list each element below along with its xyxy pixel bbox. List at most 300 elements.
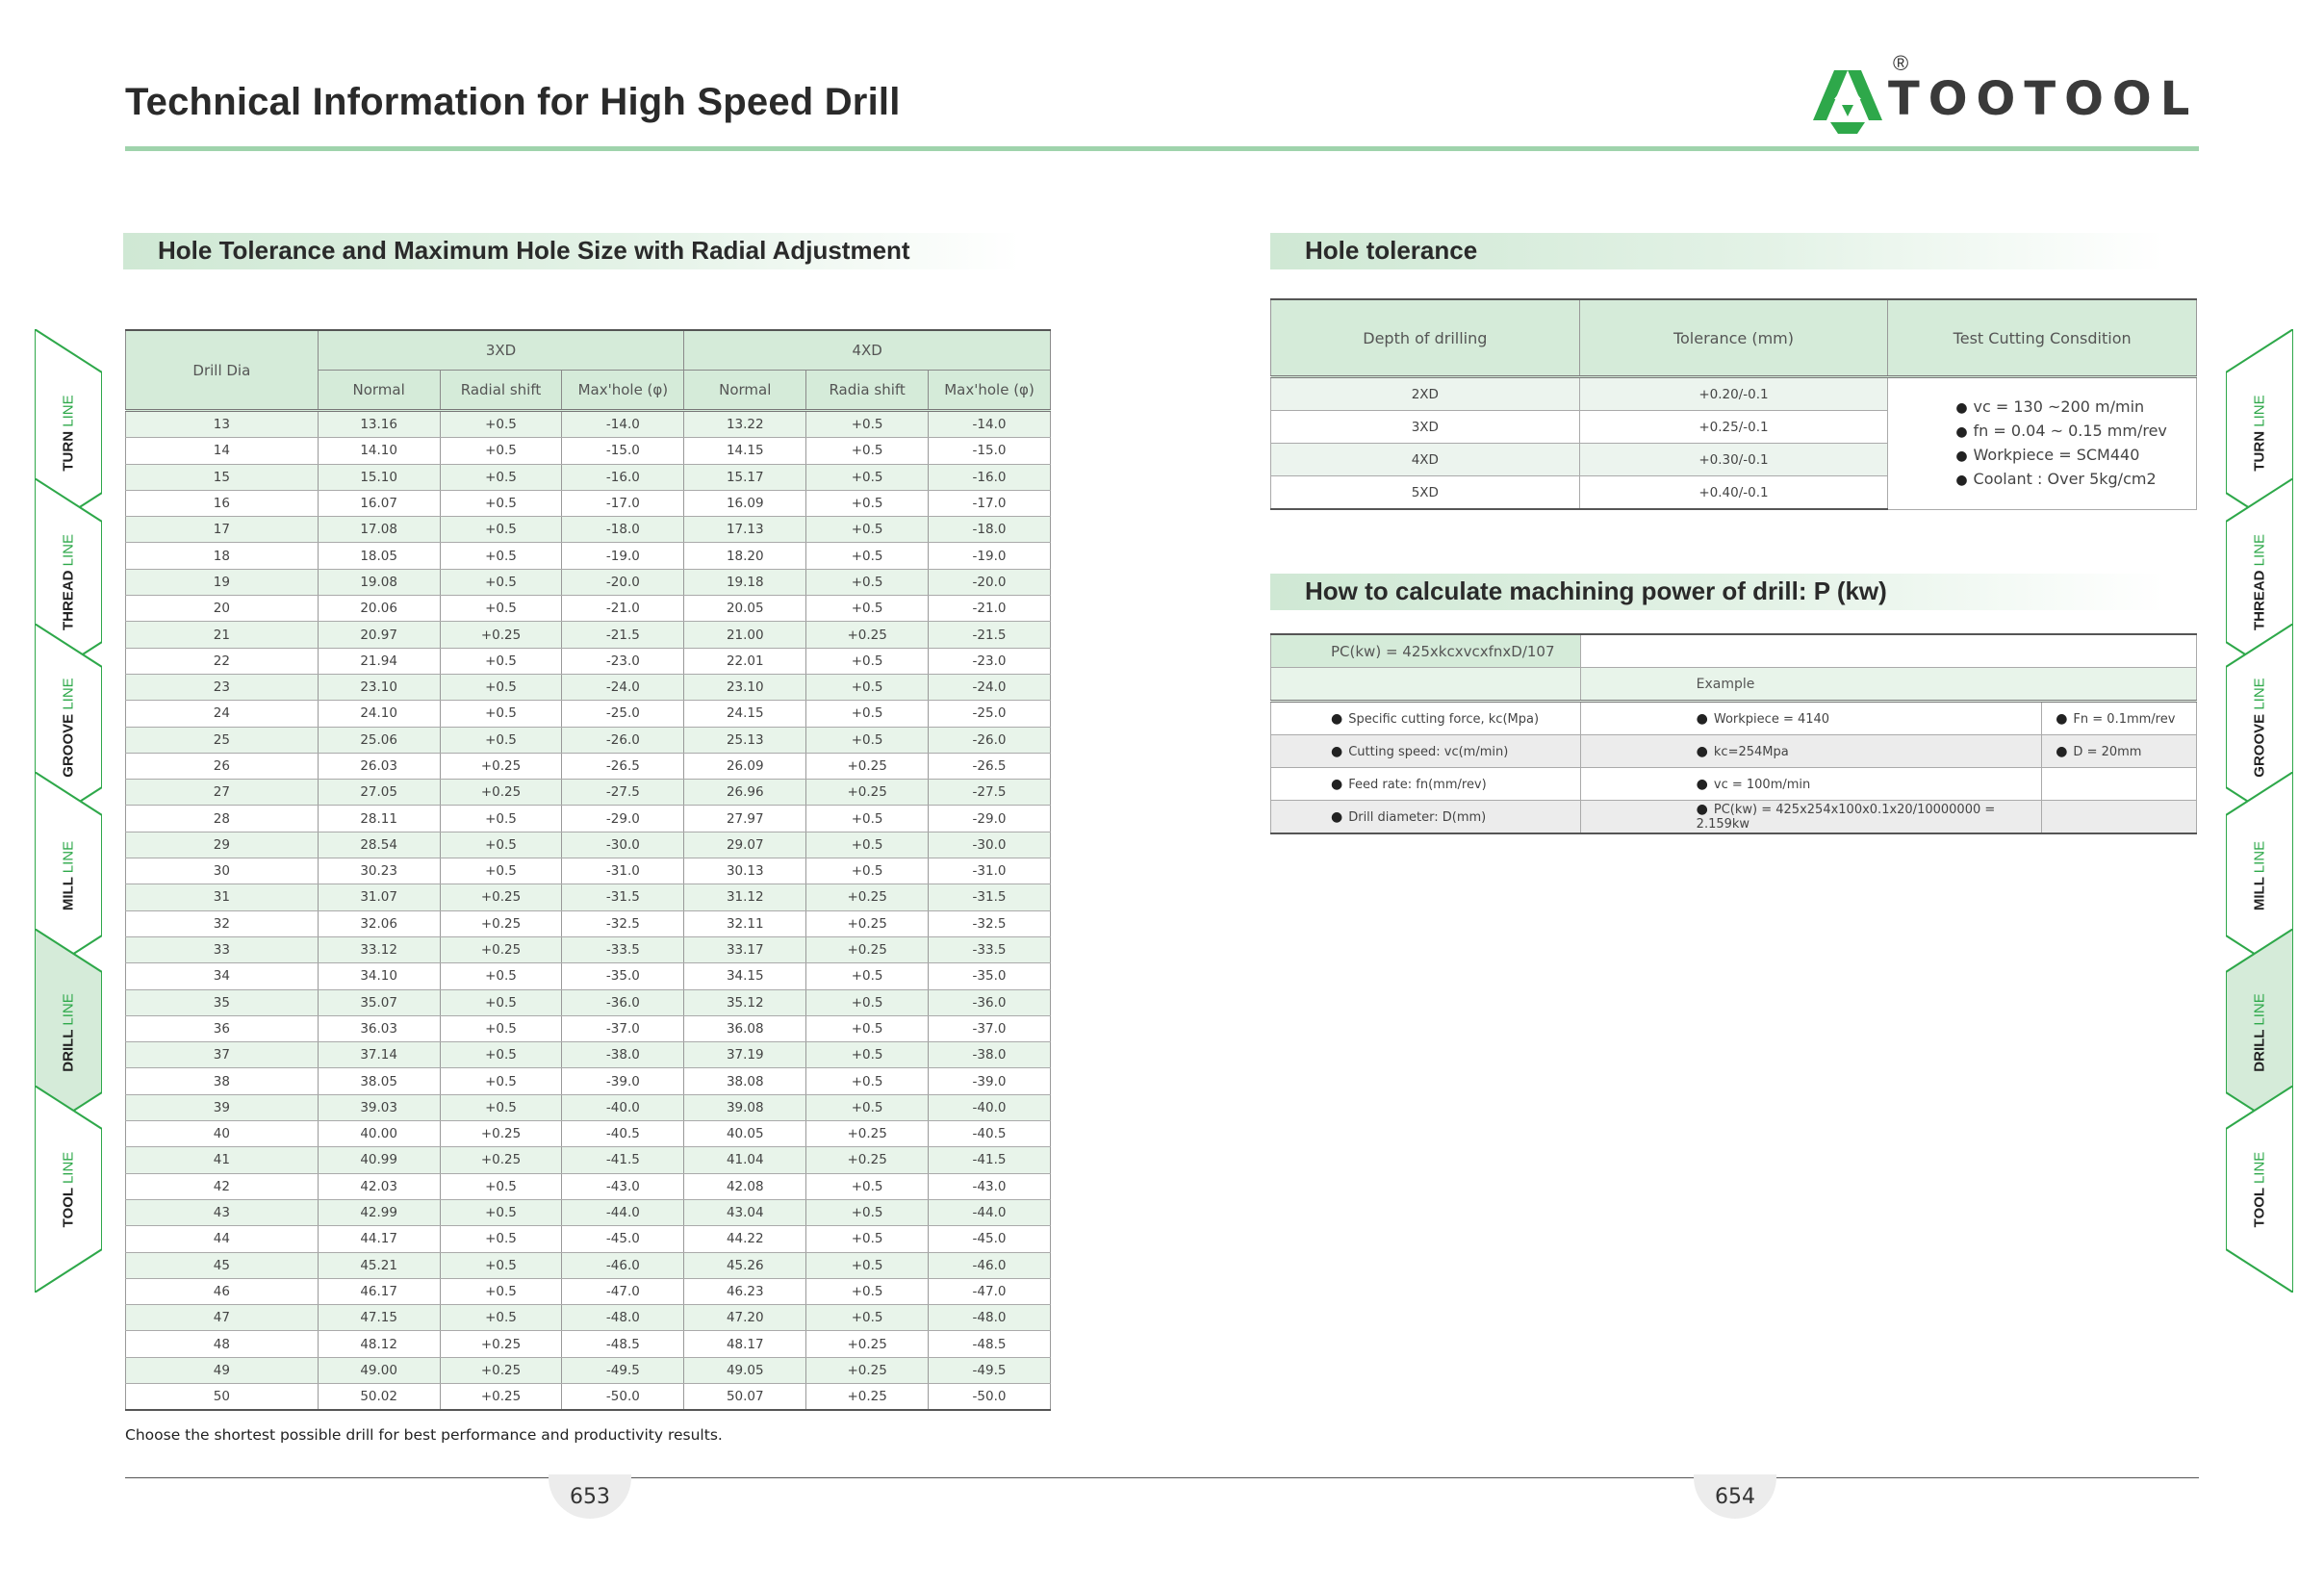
max-hole-3xd-cell: -33.5 (562, 936, 684, 962)
tootool-logo (1809, 53, 2204, 135)
power-cell (2042, 702, 2197, 735)
max-hole-3xd-cell: -46.0 (562, 1252, 684, 1278)
radial-shift-3xd-cell: +0.5 (440, 464, 562, 490)
bullet-icon: ● (2056, 743, 2068, 759)
header-max-hole-4xd: Max'hole (φ) (929, 371, 1051, 411)
tolerance-cell: +0.20/-0.1 (1579, 377, 1888, 411)
max-hole-3xd-cell: -14.0 (562, 411, 684, 438)
radial-shift-4xd-cell: +0.5 (806, 858, 929, 884)
radial-shift-3xd-cell: +0.25 (440, 1147, 562, 1173)
max-hole-4xd-cell: -32.5 (929, 910, 1051, 936)
normal-4xd-cell: 26.09 (684, 753, 806, 779)
radial-shift-3xd-cell: +0.5 (440, 1278, 562, 1304)
table-row (126, 989, 1051, 1015)
normal-3xd-cell: 28.11 (318, 806, 440, 832)
normal-3xd-cell: 47.15 (318, 1305, 440, 1331)
max-hole-3xd-cell: -38.0 (562, 1042, 684, 1068)
power-text: D = 20mm (2073, 744, 2142, 759)
radial-shift-3xd-cell: +0.25 (440, 622, 562, 648)
power-cell (1580, 702, 2042, 735)
radial-shift-4xd-cell: +0.5 (806, 1042, 929, 1068)
normal-3xd-cell: 24.10 (318, 701, 440, 727)
radial-shift-3xd-cell: +0.5 (440, 1226, 562, 1252)
header-depth: Depth of drilling (1271, 299, 1580, 377)
max-hole-3xd-cell: -50.0 (562, 1383, 684, 1410)
radial-shift-3xd-cell: +0.5 (440, 1199, 562, 1225)
table-row (126, 1173, 1051, 1199)
normal-4xd-cell: 15.17 (684, 464, 806, 490)
radial-shift-4xd-cell: +0.5 (806, 438, 929, 464)
normal-4xd-cell: 47.20 (684, 1305, 806, 1331)
header-divider (125, 146, 2199, 151)
radial-shift-3xd-cell: +0.5 (440, 1068, 562, 1094)
radial-shift-3xd-cell: +0.5 (440, 674, 562, 700)
max-hole-4xd-cell: -19.0 (929, 543, 1051, 569)
section-title: Hole Tolerance and Maximum Hole Size with Radial Adjustment (158, 236, 910, 265)
radial-shift-3xd-cell: +0.5 (440, 1015, 562, 1041)
normal-3xd-cell: 46.17 (318, 1278, 440, 1304)
tolerance-cell: +0.40/-0.1 (1579, 476, 1888, 510)
max-hole-4xd-cell: -48.5 (929, 1331, 1051, 1357)
radial-shift-4xd-cell: +0.5 (806, 989, 929, 1015)
normal-3xd-cell: 35.07 (318, 989, 440, 1015)
max-hole-3xd-cell: -47.0 (562, 1278, 684, 1304)
power-text: Cutting speed: vc(m/min) (1348, 744, 1509, 759)
test-condition-list (1888, 377, 2197, 510)
header-max-hole-3xd: Max'hole (φ) (562, 371, 684, 411)
bullet-icon: ● (1696, 802, 1708, 817)
max-hole-3xd-cell: -23.0 (562, 648, 684, 674)
power-cell (1271, 735, 1581, 768)
drill-dia-cell: 36 (126, 1015, 319, 1041)
tab-label: MILL LINE (2251, 840, 2268, 910)
table-row (126, 438, 1051, 464)
normal-4xd-cell: 31.12 (684, 884, 806, 910)
drill-dia-cell: 29 (126, 832, 319, 858)
table-row (126, 1199, 1051, 1225)
table-row (126, 1331, 1051, 1357)
radial-shift-4xd-cell: +0.25 (806, 780, 929, 806)
normal-3xd-cell: 26.03 (318, 753, 440, 779)
table-row (126, 569, 1051, 595)
max-hole-3xd-cell: -35.0 (562, 963, 684, 989)
normal-4xd-cell: 33.17 (684, 936, 806, 962)
max-hole-3xd-cell: -32.5 (562, 910, 684, 936)
radial-shift-3xd-cell: +0.25 (440, 936, 562, 962)
section-header-hole-tolerance-radial (123, 233, 1020, 269)
radial-shift-4xd-cell: +0.5 (806, 674, 929, 700)
normal-4xd-cell: 16.09 (684, 490, 806, 516)
drill-dia-cell: 42 (126, 1173, 319, 1199)
normal-3xd-cell: 25.06 (318, 727, 440, 753)
max-hole-4xd-cell: -50.0 (929, 1383, 1051, 1410)
table-row (126, 1147, 1051, 1173)
radial-shift-4xd-cell: +0.25 (806, 753, 929, 779)
normal-3xd-cell: 44.17 (318, 1226, 440, 1252)
max-hole-3xd-cell: -40.5 (562, 1121, 684, 1147)
max-hole-3xd-cell: -30.0 (562, 832, 684, 858)
table-row (126, 517, 1051, 543)
radial-shift-3xd-cell: +0.5 (440, 1252, 562, 1278)
max-hole-4xd-cell: -41.5 (929, 1147, 1051, 1173)
radial-shift-4xd-cell: +0.5 (806, 517, 929, 543)
normal-4xd-cell: 19.18 (684, 569, 806, 595)
depth-cell: 5XD (1271, 476, 1580, 510)
normal-3xd-cell: 20.06 (318, 596, 440, 622)
radial-shift-4xd-cell: +0.5 (806, 1252, 929, 1278)
normal-3xd-cell: 19.08 (318, 569, 440, 595)
table-row (126, 884, 1051, 910)
drill-dia-cell: 21 (126, 622, 319, 648)
radial-shift-3xd-cell: +0.25 (440, 1121, 562, 1147)
radial-shift-4xd-cell: +0.5 (806, 1094, 929, 1120)
bullet-icon: ● (1696, 743, 1708, 759)
normal-3xd-cell: 40.00 (318, 1121, 440, 1147)
drill-dia-cell: 14 (126, 438, 319, 464)
radial-shift-3xd-cell: +0.5 (440, 727, 562, 753)
max-hole-3xd-cell: -26.0 (562, 727, 684, 753)
max-hole-4xd-cell: -27.5 (929, 780, 1051, 806)
max-hole-4xd-cell: -31.0 (929, 858, 1051, 884)
radial-shift-4xd-cell: +0.25 (806, 910, 929, 936)
blank-cell (1271, 668, 1581, 702)
power-text: Specific cutting force, kc(Mpa) (1348, 711, 1540, 727)
normal-3xd-cell: 48.12 (318, 1331, 440, 1357)
normal-4xd-cell: 37.19 (684, 1042, 806, 1068)
max-hole-3xd-cell: -48.0 (562, 1305, 684, 1331)
radial-shift-4xd-cell: +0.25 (806, 1357, 929, 1383)
max-hole-4xd-cell: -14.0 (929, 411, 1051, 438)
table-row (126, 1357, 1051, 1383)
radial-shift-3xd-cell: +0.25 (440, 884, 562, 910)
header-radial-shift-3xd: Radial shift (440, 371, 562, 411)
max-hole-4xd-cell: -40.5 (929, 1121, 1051, 1147)
tab-label: TURN LINE (60, 394, 77, 472)
drill-dia-cell: 44 (126, 1226, 319, 1252)
side-left-tab-tool[interactable] (35, 1086, 102, 1293)
max-hole-3xd-cell: -25.0 (562, 701, 684, 727)
normal-3xd-cell: 21.94 (318, 648, 440, 674)
max-hole-4xd-cell: -23.0 (929, 648, 1051, 674)
table-row (126, 963, 1051, 989)
formula-cell: PC(kw) = 425xkcxvcxfnxD/107 (1271, 634, 1581, 668)
power-cell (1271, 801, 1581, 834)
radial-shift-4xd-cell: +0.5 (806, 806, 929, 832)
normal-4xd-cell: 30.13 (684, 858, 806, 884)
normal-4xd-cell: 38.08 (684, 1068, 806, 1094)
radial-shift-4xd-cell: +0.5 (806, 832, 929, 858)
logo-wordmark: TOOTOOL (1888, 72, 2199, 126)
max-hole-3xd-cell: -48.5 (562, 1331, 684, 1357)
normal-3xd-cell: 50.02 (318, 1383, 440, 1410)
radial-shift-4xd-cell: +0.25 (806, 1147, 929, 1173)
page-title: Technical Information for High Speed Drill (125, 81, 901, 123)
radial-shift-4xd-cell: +0.5 (806, 543, 929, 569)
footnote: Choose the shortest possible drill for best performance and productivity results. (125, 1426, 723, 1444)
bullet-icon: ● (1331, 776, 1343, 792)
depth-cell: 3XD (1271, 411, 1580, 444)
drill-dia-cell: 43 (126, 1199, 319, 1225)
radial-shift-3xd-cell: +0.25 (440, 1331, 562, 1357)
table-row (126, 648, 1051, 674)
drill-dia-cell: 24 (126, 701, 319, 727)
normal-4xd-cell: 23.10 (684, 674, 806, 700)
normal-4xd-cell: 29.07 (684, 832, 806, 858)
table-row (126, 490, 1051, 516)
normal-4xd-cell: 21.00 (684, 622, 806, 648)
bullet-icon: ● (1696, 776, 1708, 792)
radial-shift-3xd-cell: +0.25 (440, 1383, 562, 1410)
normal-4xd-cell: 35.12 (684, 989, 806, 1015)
normal-3xd-cell: 18.05 (318, 543, 440, 569)
radial-shift-3xd-cell: +0.5 (440, 1094, 562, 1120)
power-text: Fn = 0.1mm/rev (2073, 711, 2176, 727)
normal-3xd-cell: 40.99 (318, 1147, 440, 1173)
radial-shift-3xd-cell: +0.5 (440, 858, 562, 884)
table-row (126, 780, 1051, 806)
max-hole-3xd-cell: -44.0 (562, 1199, 684, 1225)
max-hole-3xd-cell: -29.0 (562, 806, 684, 832)
max-hole-4xd-cell: -16.0 (929, 464, 1051, 490)
drill-dia-cell: 30 (126, 858, 319, 884)
radial-shift-3xd-cell: +0.5 (440, 1305, 562, 1331)
max-hole-3xd-cell: -41.5 (562, 1147, 684, 1173)
max-hole-3xd-cell: -40.0 (562, 1094, 684, 1120)
drill-dia-cell: 40 (126, 1121, 319, 1147)
max-hole-4xd-cell: -38.0 (929, 1042, 1051, 1068)
max-hole-3xd-cell: -17.0 (562, 490, 684, 516)
normal-4xd-cell: 42.08 (684, 1173, 806, 1199)
drill-dia-cell: 18 (126, 543, 319, 569)
table-row (126, 1226, 1051, 1252)
normal-4xd-cell: 25.13 (684, 727, 806, 753)
tab-label: TOOL LINE (60, 1151, 77, 1227)
tolerance-cell: +0.30/-0.1 (1579, 444, 1888, 476)
normal-4xd-cell: 40.05 (684, 1121, 806, 1147)
max-hole-4xd-cell: -40.0 (929, 1094, 1051, 1120)
side-right-tab-tool[interactable] (2226, 1086, 2293, 1293)
power-text: vc = 100m/min (1713, 777, 1811, 792)
radial-shift-4xd-cell: +0.25 (806, 936, 929, 962)
max-hole-4xd-cell: -26.0 (929, 727, 1051, 753)
max-hole-4xd-cell: -49.5 (929, 1357, 1051, 1383)
normal-3xd-cell: 28.54 (318, 832, 440, 858)
drill-dia-cell: 20 (126, 596, 319, 622)
section-header-machining-power (1270, 574, 2165, 610)
normal-3xd-cell: 16.07 (318, 490, 440, 516)
radial-shift-4xd-cell: +0.5 (806, 1015, 929, 1041)
radial-shift-3xd-cell: +0.5 (440, 648, 562, 674)
normal-3xd-cell: 33.12 (318, 936, 440, 962)
radial-shift-3xd-cell: +0.5 (440, 806, 562, 832)
radial-shift-3xd-cell: +0.5 (440, 438, 562, 464)
hole-size-table (125, 329, 1051, 1411)
max-hole-4xd-cell: -37.0 (929, 1015, 1051, 1041)
normal-3xd-cell: 37.14 (318, 1042, 440, 1068)
radial-shift-3xd-cell: +0.25 (440, 1357, 562, 1383)
header-normal-3xd: Normal (318, 371, 440, 411)
header-tolerance: Tolerance (mm) (1579, 299, 1888, 377)
max-hole-3xd-cell: -37.0 (562, 1015, 684, 1041)
normal-4xd-cell: 27.97 (684, 806, 806, 832)
power-text: kc=254Mpa (1713, 744, 1789, 759)
drill-dia-cell: 48 (126, 1331, 319, 1357)
max-hole-3xd-cell: -43.0 (562, 1173, 684, 1199)
example-header: Example (1580, 668, 2196, 702)
power-cell (1271, 768, 1581, 801)
normal-3xd-cell: 34.10 (318, 963, 440, 989)
radial-shift-4xd-cell: +0.25 (806, 1383, 929, 1410)
drill-dia-cell: 13 (126, 411, 319, 438)
radial-shift-3xd-cell: +0.5 (440, 543, 562, 569)
max-hole-4xd-cell: -18.0 (929, 517, 1051, 543)
radial-shift-4xd-cell: +0.5 (806, 1199, 929, 1225)
max-hole-3xd-cell: -21.5 (562, 622, 684, 648)
table-row (126, 1121, 1051, 1147)
drill-dia-cell: 22 (126, 648, 319, 674)
normal-4xd-cell: 36.08 (684, 1015, 806, 1041)
table-row (126, 1068, 1051, 1094)
max-hole-4xd-cell: -21.0 (929, 596, 1051, 622)
table-row (126, 1383, 1051, 1410)
normal-3xd-cell: 27.05 (318, 780, 440, 806)
radial-shift-4xd-cell: +0.25 (806, 1121, 929, 1147)
drill-dia-cell: 38 (126, 1068, 319, 1094)
power-text: PC(kw) = 425x254x100x0.1x20/10000000 = 2.159kw (1696, 803, 1996, 832)
max-hole-4xd-cell: -47.0 (929, 1278, 1051, 1304)
normal-3xd-cell: 14.10 (318, 438, 440, 464)
max-hole-3xd-cell: -31.0 (562, 858, 684, 884)
normal-3xd-cell: 17.08 (318, 517, 440, 543)
max-hole-4xd-cell: -15.0 (929, 438, 1051, 464)
footer-divider (125, 1477, 2199, 1478)
condition-item: ● Coolant : Over 5kg/cm2 (1955, 469, 2157, 488)
normal-4xd-cell: 50.07 (684, 1383, 806, 1410)
table-row (126, 411, 1051, 438)
drill-dia-cell: 19 (126, 569, 319, 595)
header-test-condition: Test Cutting Consdition (1888, 299, 2197, 377)
radial-shift-4xd-cell: +0.5 (806, 1278, 929, 1304)
table-row (126, 1042, 1051, 1068)
max-hole-4xd-cell: -26.5 (929, 753, 1051, 779)
drill-dia-cell: 31 (126, 884, 319, 910)
normal-3xd-cell: 38.05 (318, 1068, 440, 1094)
drill-dia-cell: 32 (126, 910, 319, 936)
tab-label: DRILL LINE (2251, 992, 2268, 1072)
condition-item: ● vc = 130 ~200 m/min (1955, 397, 2145, 416)
drill-dia-cell: 15 (126, 464, 319, 490)
table-row (126, 464, 1051, 490)
power-text: Workpiece = 4140 (1713, 711, 1830, 727)
normal-4xd-cell: 32.11 (684, 910, 806, 936)
bullet-icon: ● (1331, 710, 1343, 727)
normal-4xd-cell: 18.20 (684, 543, 806, 569)
condition-item: ● fn = 0.04 ~ 0.15 mm/rev (1955, 421, 2167, 440)
tab-label: THREAD LINE (2251, 533, 2268, 630)
max-hole-3xd-cell: -45.0 (562, 1226, 684, 1252)
table-row (126, 596, 1051, 622)
bullet-icon: ● (1331, 743, 1343, 759)
max-hole-4xd-cell: -24.0 (929, 674, 1051, 700)
radial-shift-4xd-cell: +0.5 (806, 464, 929, 490)
radial-shift-4xd-cell: +0.5 (806, 490, 929, 516)
normal-4xd-cell: 39.08 (684, 1094, 806, 1120)
drill-dia-cell: 34 (126, 963, 319, 989)
max-hole-3xd-cell: -24.0 (562, 674, 684, 700)
table-row (126, 1094, 1051, 1120)
radial-shift-4xd-cell: +0.5 (806, 701, 929, 727)
normal-4xd-cell: 13.22 (684, 411, 806, 438)
normal-4xd-cell: 34.15 (684, 963, 806, 989)
blank-cell (1580, 634, 2196, 668)
table-row (126, 753, 1051, 779)
radial-shift-4xd-cell: +0.5 (806, 569, 929, 595)
radial-shift-4xd-cell: +0.5 (806, 1173, 929, 1199)
normal-3xd-cell: 30.23 (318, 858, 440, 884)
drill-dia-cell: 27 (126, 780, 319, 806)
max-hole-4xd-cell: -35.0 (929, 963, 1051, 989)
normal-3xd-cell: 42.99 (318, 1199, 440, 1225)
max-hole-3xd-cell: -36.0 (562, 989, 684, 1015)
drill-dia-cell: 41 (126, 1147, 319, 1173)
radial-shift-4xd-cell: +0.25 (806, 1331, 929, 1357)
radial-shift-3xd-cell: +0.5 (440, 832, 562, 858)
drill-dia-cell: 37 (126, 1042, 319, 1068)
power-row (1271, 702, 2197, 735)
normal-4xd-cell: 45.26 (684, 1252, 806, 1278)
power-cell (1580, 801, 2042, 834)
max-hole-4xd-cell: -43.0 (929, 1173, 1051, 1199)
drill-dia-cell: 45 (126, 1252, 319, 1278)
drill-dia-cell: 25 (126, 727, 319, 753)
header-normal-4xd: Normal (684, 371, 806, 411)
radial-shift-3xd-cell: +0.5 (440, 701, 562, 727)
machining-power-table (1270, 633, 2197, 834)
normal-4xd-cell: 41.04 (684, 1147, 806, 1173)
radial-shift-3xd-cell: +0.5 (440, 569, 562, 595)
radial-shift-4xd-cell: +0.5 (806, 596, 929, 622)
radial-shift-3xd-cell: +0.5 (440, 1042, 562, 1068)
drill-dia-cell: 46 (126, 1278, 319, 1304)
table-row (126, 622, 1051, 648)
normal-4xd-cell: 17.13 (684, 517, 806, 543)
max-hole-4xd-cell: -33.5 (929, 936, 1051, 962)
normal-4xd-cell: 46.23 (684, 1278, 806, 1304)
tab-label: GROOVE LINE (60, 677, 77, 778)
header-radial-shift-4xd: Radia shift (806, 371, 929, 411)
max-hole-3xd-cell: -27.5 (562, 780, 684, 806)
radial-shift-3xd-cell: +0.5 (440, 989, 562, 1015)
max-hole-4xd-cell: -31.5 (929, 884, 1051, 910)
radial-shift-3xd-cell: +0.25 (440, 910, 562, 936)
power-cell (2042, 768, 2197, 801)
condition-item: ● Workpiece = SCM440 (1955, 445, 2140, 464)
normal-3xd-cell: 45.21 (318, 1252, 440, 1278)
table-row (126, 543, 1051, 569)
hole-tolerance-table (1270, 298, 2197, 510)
drill-dia-cell: 28 (126, 806, 319, 832)
drill-dia-cell: 26 (126, 753, 319, 779)
max-hole-4xd-cell: -21.5 (929, 622, 1051, 648)
table-row (126, 1015, 1051, 1041)
radial-shift-4xd-cell: +0.25 (806, 884, 929, 910)
radial-shift-4xd-cell: +0.5 (806, 1305, 929, 1331)
tab-label: MILL LINE (60, 840, 77, 910)
tab-label: TOOL LINE (2251, 1151, 2268, 1227)
max-hole-3xd-cell: -49.5 (562, 1357, 684, 1383)
normal-4xd-cell: 22.01 (684, 648, 806, 674)
normal-3xd-cell: 49.00 (318, 1357, 440, 1383)
